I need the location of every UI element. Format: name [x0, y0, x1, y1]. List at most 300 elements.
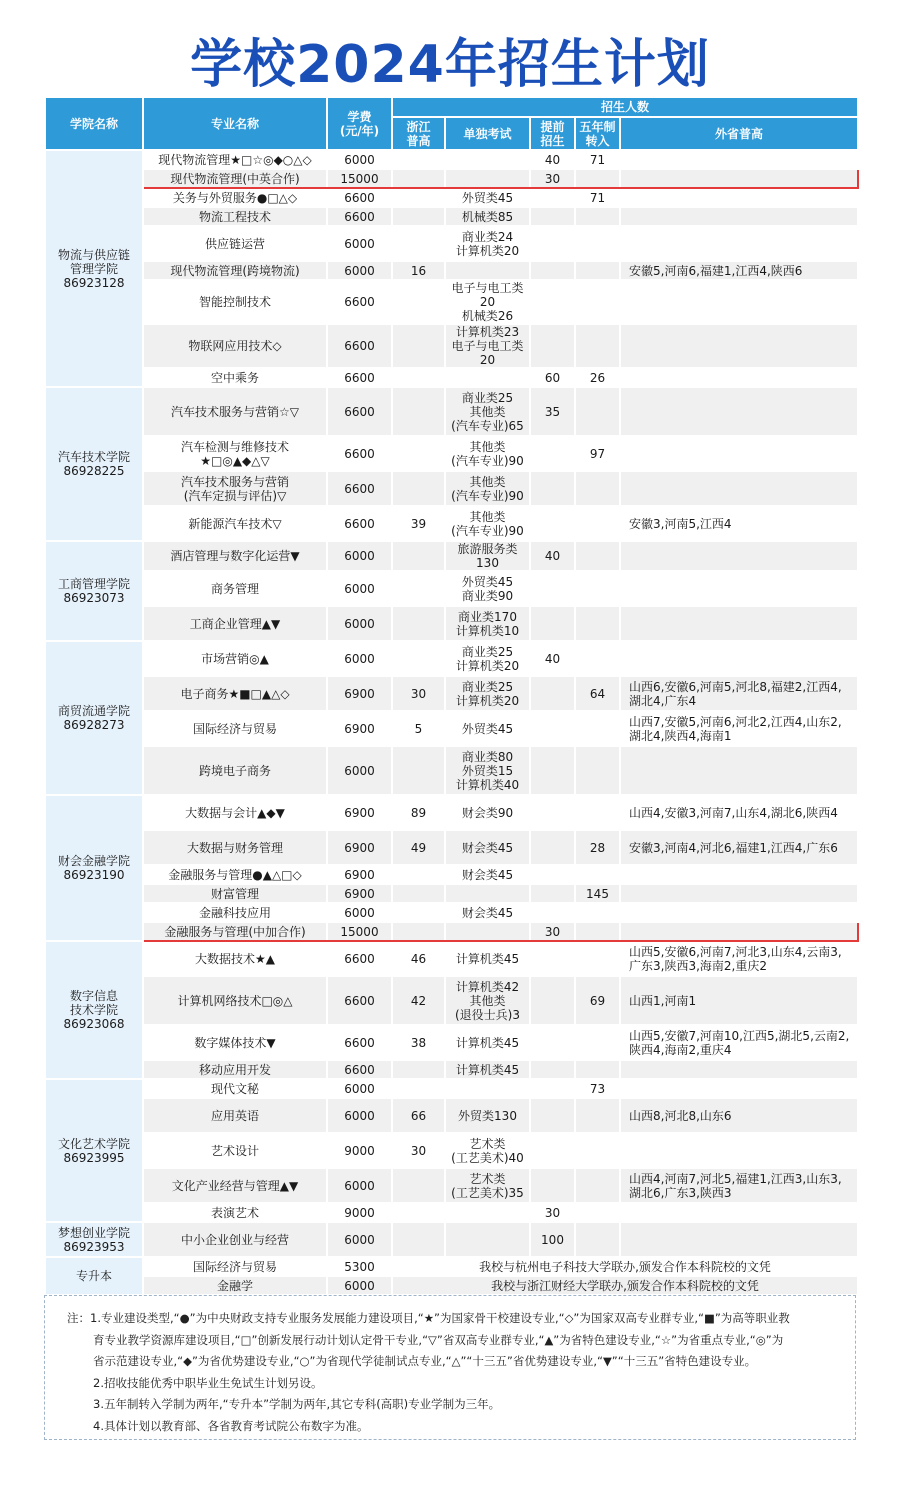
early-count: 40 [530, 541, 575, 571]
separate-exam: 外贸类45 [445, 188, 530, 207]
table-row [45, 1168, 858, 1203]
separate-exam [445, 1222, 530, 1257]
table-row [45, 1276, 858, 1295]
major-name: 酒店管理与数字化运营▼ [143, 541, 327, 571]
zhejiang-count: 39 [392, 506, 445, 541]
five-year-count [575, 1133, 620, 1168]
five-year-count: 28 [575, 830, 620, 865]
zhejiang-count [392, 226, 445, 261]
major-name: 现代物流管理★□☆◎◆○△◇ [143, 150, 327, 169]
note-line: 育专业教学资源库建设项目,“□”创新发展行动计划认定骨干专业,“▽”省双高专业群专业,“▲”为省特色建设专业,“☆”为省重点专业,“◎”为 [93, 1332, 784, 1347]
zhejiang-count: 30 [392, 1133, 445, 1168]
note-line: 2.招收技能优秀中职毕业生免试生计划另设。 [93, 1375, 323, 1390]
zhejiang-count [392, 903, 445, 922]
early-count: 30 [530, 922, 575, 941]
out-province [620, 1060, 858, 1079]
separate-exam: 财会类45 [445, 865, 530, 884]
major-name: 应用英语 [143, 1098, 327, 1133]
table-row [45, 571, 858, 606]
major-name: 空中乘务 [143, 368, 327, 387]
tuition-fee: 6000 [327, 606, 392, 641]
five-year-count [575, 506, 620, 541]
early-count [530, 1025, 575, 1060]
header-wn: 五年制 转入 [575, 117, 620, 150]
header-major: 专业名称 [143, 97, 327, 150]
zhejiang-count [392, 207, 445, 226]
table-row [45, 1079, 858, 1098]
major-name: 金融服务与管理(中加合作) [143, 922, 327, 941]
note-line: 3.五年制转入学制为两年,“专升本”学制为两年,其它专科(高职)专业学制为三年。 [93, 1397, 501, 1411]
major-name: 文化产业经营与管理▲▼ [143, 1168, 327, 1203]
table-row [45, 746, 858, 795]
table-row [45, 169, 858, 188]
zhejiang-count [392, 606, 445, 641]
separate-exam: 外贸类130 [445, 1098, 530, 1133]
out-province [620, 884, 858, 903]
five-year-count: 73 [575, 1079, 620, 1098]
table-row [45, 226, 858, 261]
out-province [620, 471, 858, 506]
major-name: 电子商务★■□▲△◇ [143, 676, 327, 711]
major-name: 汽车技术服务与营销☆▽ [143, 387, 327, 436]
zhejiang-count [392, 571, 445, 606]
five-year-count: 97 [575, 436, 620, 471]
table-row [45, 471, 858, 506]
separate-exam: 旅游服务类130 [445, 541, 530, 571]
separate-exam: 计算机类45 [445, 941, 530, 976]
out-province [620, 571, 858, 606]
table-row [45, 606, 858, 641]
table-row [45, 1203, 858, 1222]
separate-exam: 财会类45 [445, 903, 530, 922]
out-province [620, 746, 858, 795]
separate-exam: 商业类170 计算机类10 [445, 606, 530, 641]
zhejiang-count: 42 [392, 976, 445, 1025]
notes-box [44, 1295, 856, 1440]
separate-exam: 商业类80 外贸类15 计算机类40 [445, 746, 530, 795]
header-college: 学院名称 [45, 97, 143, 150]
separate-exam: 外贸类45 [445, 711, 530, 746]
tuition-fee: 9000 [327, 1203, 392, 1222]
major-name: 跨境电子商务 [143, 746, 327, 795]
out-province: 山西4,河南7,河北5,福建1,江西3,山东3, 湖北6,广东3,陕西3 [620, 1168, 858, 1203]
five-year-count [575, 865, 620, 884]
tuition-fee: 6000 [327, 903, 392, 922]
five-year-count: 71 [575, 188, 620, 207]
tuition-fee: 6600 [327, 280, 392, 324]
separate-exam [445, 261, 530, 280]
separate-exam: 机械类85 [445, 207, 530, 226]
table-row [45, 436, 858, 471]
separate-exam: 商业类24 计算机类20 [445, 226, 530, 261]
early-count [530, 471, 575, 506]
note-line: 注：1.专业建设类型,“●”为中央财政支持专业服务发展能力建设项目,“★”为国家骨干校建设专业,“◇”为国家双高专业群专业,“■”为高等职业教 [67, 1311, 790, 1325]
tuition-fee: 5300 [327, 1257, 392, 1276]
early-count: 35 [530, 387, 575, 436]
table-row [45, 711, 858, 746]
early-count [530, 711, 575, 746]
out-province [620, 324, 858, 368]
tuition-fee: 15000 [327, 169, 392, 188]
tuition-fee: 6000 [327, 1079, 392, 1098]
zhejiang-count [392, 471, 445, 506]
out-province: 山西1,河南1 [620, 976, 858, 1025]
tuition-fee: 6900 [327, 676, 392, 711]
major-name: 现代文秘 [143, 1079, 327, 1098]
note-line: 4.具体计划以教育部、各省教育考试院公布数字为准。 [93, 1418, 369, 1433]
zhejiang-count: 38 [392, 1025, 445, 1060]
major-name: 汽车技术服务与营销 (汽车定损与评估)▽ [143, 471, 327, 506]
tuition-fee: 6600 [327, 188, 392, 207]
major-name: 物流工程技术 [143, 207, 327, 226]
major-name: 汽车检测与维修技术★□◎▲◆△▽ [143, 436, 327, 471]
zhejiang-count: 16 [392, 261, 445, 280]
five-year-count [575, 471, 620, 506]
zhejiang-count [392, 150, 445, 169]
five-year-count [575, 324, 620, 368]
table-row [45, 922, 858, 941]
tuition-fee: 6600 [327, 506, 392, 541]
out-province: 山西4,安徽3,河南7,山东4,湖北6,陕西4 [620, 795, 858, 830]
five-year-count [575, 1203, 620, 1222]
major-name: 物联网应用技术◇ [143, 324, 327, 368]
tuition-fee: 6600 [327, 324, 392, 368]
early-count [530, 1133, 575, 1168]
header-dz: 单独考试 [445, 117, 530, 150]
five-year-count [575, 795, 620, 830]
five-year-count [575, 226, 620, 261]
early-count [530, 865, 575, 884]
early-count: 100 [530, 1222, 575, 1257]
five-year-count [575, 1168, 620, 1203]
five-year-count [575, 1098, 620, 1133]
tuition-fee: 6900 [327, 795, 392, 830]
early-count [530, 207, 575, 226]
zhejiang-count: 46 [392, 941, 445, 976]
five-year-count [575, 711, 620, 746]
five-year-count [575, 1060, 620, 1079]
five-year-count: 26 [575, 368, 620, 387]
early-count [530, 1079, 575, 1098]
table-row [45, 676, 858, 711]
tuition-fee: 6900 [327, 830, 392, 865]
major-name: 金融科技应用 [143, 903, 327, 922]
out-province: 山西6,安徽6,河南5,河北8,福建2,江西4, 湖北4,广东4 [620, 676, 858, 711]
major-name: 大数据技术★▲ [143, 941, 327, 976]
tuition-fee: 6600 [327, 976, 392, 1025]
major-name: 中小企业创业与经营 [143, 1222, 327, 1257]
early-count [530, 280, 575, 324]
table-row [45, 865, 858, 884]
college-name: 物流与供应链 管理学院 86923128 [45, 150, 143, 387]
tuition-fee: 6600 [327, 941, 392, 976]
out-province: 安徽3,河南4,河北6,福建1,江西4,广东6 [620, 830, 858, 865]
tuition-fee: 6000 [327, 1222, 392, 1257]
out-province [620, 280, 858, 324]
table-row [45, 1098, 858, 1133]
separate-exam: 财会类45 [445, 830, 530, 865]
early-count [530, 188, 575, 207]
out-province [620, 1222, 858, 1257]
out-province [620, 1133, 858, 1168]
table-row [45, 830, 858, 865]
major-name: 表演艺术 [143, 1203, 327, 1222]
header-fee: 学费 (元/年) [327, 97, 392, 150]
five-year-count [575, 169, 620, 188]
major-name: 市场营销◎▲ [143, 641, 327, 676]
table-row [45, 641, 858, 676]
five-year-count [575, 746, 620, 795]
out-province [620, 903, 858, 922]
out-province: 山西5,安徽7,河南10,江西5,湖北5,云南2, 陕西4,海南2,重庆4 [620, 1025, 858, 1060]
separate-exam [445, 922, 530, 941]
early-count [530, 746, 575, 795]
out-province [620, 641, 858, 676]
out-province: 安徽3,河南5,江西4 [620, 506, 858, 541]
major-name: 大数据与财务管理 [143, 830, 327, 865]
tuition-fee: 6000 [327, 571, 392, 606]
college-name: 商贸流通学院 86928273 [45, 641, 143, 795]
table-row [45, 1257, 858, 1276]
major-name: 数字媒体技术▼ [143, 1025, 327, 1060]
out-province [620, 207, 858, 226]
out-province [620, 1203, 858, 1222]
tuition-fee: 6600 [327, 436, 392, 471]
zhejiang-count [392, 1168, 445, 1203]
five-year-count [575, 922, 620, 941]
separate-exam: 其他类 (汽车专业)90 [445, 506, 530, 541]
page-title: 学校2024年招生计划 [190, 35, 710, 95]
five-year-count: 71 [575, 150, 620, 169]
zhejiang-count [392, 387, 445, 436]
separate-exam: 商业类25 计算机类20 [445, 641, 530, 676]
table-row [45, 324, 858, 368]
header-enroll: 招生人数 [392, 97, 858, 117]
zhejiang-count [392, 188, 445, 207]
separate-exam: 艺术类 (工艺美术)35 [445, 1168, 530, 1203]
out-province [620, 1079, 858, 1098]
early-count: 30 [530, 169, 575, 188]
college-name: 数字信息 技术学院 86923068 [45, 941, 143, 1079]
zhejiang-count [392, 280, 445, 324]
five-year-count: 145 [575, 884, 620, 903]
tuition-fee: 15000 [327, 922, 392, 941]
college-name: 工商管理学院 86923073 [45, 541, 143, 641]
major-name: 工商企业管理▲▼ [143, 606, 327, 641]
zhejiang-count [392, 541, 445, 571]
out-province [620, 150, 858, 169]
zhejiang-count [392, 1060, 445, 1079]
zhejiang-count [392, 436, 445, 471]
table-row [45, 1133, 858, 1168]
zhejiang-count [392, 1203, 445, 1222]
tuition-fee: 6600 [327, 207, 392, 226]
out-province [620, 188, 858, 207]
college-name: 专升本 [45, 1257, 143, 1295]
out-province: 安徽5,河南6,福建1,江西4,陕西6 [620, 261, 858, 280]
table-row [45, 188, 858, 207]
table-body [45, 150, 858, 1295]
out-province: 山西5,安徽6,河南7,河北3,山东4,云南3, 广东3,陕西3,海南2,重庆2 [620, 941, 858, 976]
out-province [620, 541, 858, 571]
tuition-fee: 6000 [327, 1276, 392, 1295]
major-name: 现代物流管理(中英合作) [143, 169, 327, 188]
out-province [620, 606, 858, 641]
early-count [530, 1060, 575, 1079]
zhejiang-count [392, 169, 445, 188]
zhejiang-count: 5 [392, 711, 445, 746]
five-year-count [575, 541, 620, 571]
five-year-count [575, 641, 620, 676]
tuition-fee: 6600 [327, 1025, 392, 1060]
tuition-fee: 6900 [327, 865, 392, 884]
out-province [620, 436, 858, 471]
early-count [530, 571, 575, 606]
header-tq: 提前 招生 [530, 117, 575, 150]
out-province [620, 922, 858, 941]
zhejiang-count: 30 [392, 676, 445, 711]
five-year-count [575, 1222, 620, 1257]
joint-program-note: 我校与杭州电子科技大学联办,颁发合作本科院校的文凭 [392, 1257, 858, 1276]
tuition-fee: 6000 [327, 1098, 392, 1133]
separate-exam: 计算机类45 [445, 1025, 530, 1060]
major-name: 现代物流管理(跨境物流) [143, 261, 327, 280]
separate-exam: 计算机类23 电子与电工类20 [445, 324, 530, 368]
early-count: 60 [530, 368, 575, 387]
header-zj: 浙江 普高 [392, 117, 445, 150]
major-name: 国际经济与贸易 [143, 711, 327, 746]
table-row [45, 387, 858, 436]
major-name: 关务与外贸服务●□△◇ [143, 188, 327, 207]
table-row [45, 1025, 858, 1060]
zhejiang-count [392, 641, 445, 676]
five-year-count [575, 261, 620, 280]
separate-exam: 财会类90 [445, 795, 530, 830]
major-name: 计算机网络技术□◎△ [143, 976, 327, 1025]
major-name: 大数据与会计▲◆▼ [143, 795, 327, 830]
major-name: 移动应用开发 [143, 1060, 327, 1079]
major-name: 财富管理 [143, 884, 327, 903]
early-count [530, 941, 575, 976]
five-year-count [575, 941, 620, 976]
five-year-count [575, 280, 620, 324]
tuition-fee: 9000 [327, 1133, 392, 1168]
out-province [620, 368, 858, 387]
table-row [45, 368, 858, 387]
zhejiang-count [392, 884, 445, 903]
out-province [620, 865, 858, 884]
major-name: 供应链运营 [143, 226, 327, 261]
separate-exam [445, 884, 530, 903]
separate-exam [445, 150, 530, 169]
early-count [530, 261, 575, 280]
early-count [530, 1098, 575, 1133]
early-count [530, 1168, 575, 1203]
early-count [530, 506, 575, 541]
table-row [45, 976, 858, 1025]
major-name: 商务管理 [143, 571, 327, 606]
tuition-fee: 6600 [327, 1060, 392, 1079]
zhejiang-count: 89 [392, 795, 445, 830]
enrollment-table-wrapper [44, 96, 857, 1296]
separate-exam: 艺术类 (工艺美术)40 [445, 1133, 530, 1168]
table-row [45, 150, 858, 169]
five-year-count [575, 571, 620, 606]
table-row [45, 1222, 858, 1257]
tuition-fee: 6900 [327, 884, 392, 903]
tuition-fee: 6000 [327, 641, 392, 676]
major-name: 智能控制技术 [143, 280, 327, 324]
separate-exam: 其他类 (汽车专业)90 [445, 436, 530, 471]
zhejiang-count [392, 746, 445, 795]
college-name: 汽车技术学院 86928225 [45, 387, 143, 541]
tuition-fee: 6000 [327, 226, 392, 261]
zhejiang-count [392, 368, 445, 387]
out-province [620, 226, 858, 261]
early-count [530, 676, 575, 711]
early-count [530, 795, 575, 830]
major-name: 国际经济与贸易 [143, 1257, 327, 1276]
zhejiang-count [392, 1079, 445, 1098]
early-count [530, 976, 575, 1025]
separate-exam [445, 368, 530, 387]
table-row [45, 941, 858, 976]
major-name: 金融服务与管理●▲△□◇ [143, 865, 327, 884]
separate-exam: 电子与电工类20 机械类26 [445, 280, 530, 324]
tuition-fee: 6900 [327, 711, 392, 746]
out-province: 山西8,河北8,山东6 [620, 1098, 858, 1133]
tuition-fee: 6000 [327, 150, 392, 169]
zhejiang-count: 66 [392, 1098, 445, 1133]
five-year-count: 64 [575, 676, 620, 711]
separate-exam [445, 1079, 530, 1098]
out-province [620, 387, 858, 436]
college-name: 梦想创业学院 86923953 [45, 1222, 143, 1257]
major-name: 艺术设计 [143, 1133, 327, 1168]
early-count: 40 [530, 150, 575, 169]
table-row [45, 884, 858, 903]
separate-exam [445, 1203, 530, 1222]
early-count [530, 324, 575, 368]
five-year-count [575, 1025, 620, 1060]
table-row [45, 207, 858, 226]
five-year-count [575, 387, 620, 436]
early-count [530, 830, 575, 865]
separate-exam: 商业类25 其他类 (汽车专业)65 [445, 387, 530, 436]
tuition-fee: 6600 [327, 368, 392, 387]
early-count [530, 884, 575, 903]
table-row [45, 903, 858, 922]
college-name: 财会金融学院 86923190 [45, 795, 143, 941]
zhejiang-count: 49 [392, 830, 445, 865]
tuition-fee: 6600 [327, 387, 392, 436]
early-count [530, 606, 575, 641]
table-row [45, 261, 858, 280]
separate-exam: 其他类 (汽车专业)90 [445, 471, 530, 506]
five-year-count [575, 606, 620, 641]
five-year-count [575, 207, 620, 226]
separate-exam [445, 169, 530, 188]
enrollment-table [44, 96, 859, 1296]
tuition-fee: 6000 [327, 1168, 392, 1203]
five-year-count [575, 903, 620, 922]
early-count [530, 226, 575, 261]
header-ws: 外省普高 [620, 117, 858, 150]
joint-program-note: 我校与浙江财经大学联办,颁发合作本科院校的文凭 [392, 1276, 858, 1295]
zhejiang-count [392, 1222, 445, 1257]
separate-exam: 计算机类42 其他类 (退役士兵)3 [445, 976, 530, 1025]
tuition-fee: 6000 [327, 746, 392, 795]
